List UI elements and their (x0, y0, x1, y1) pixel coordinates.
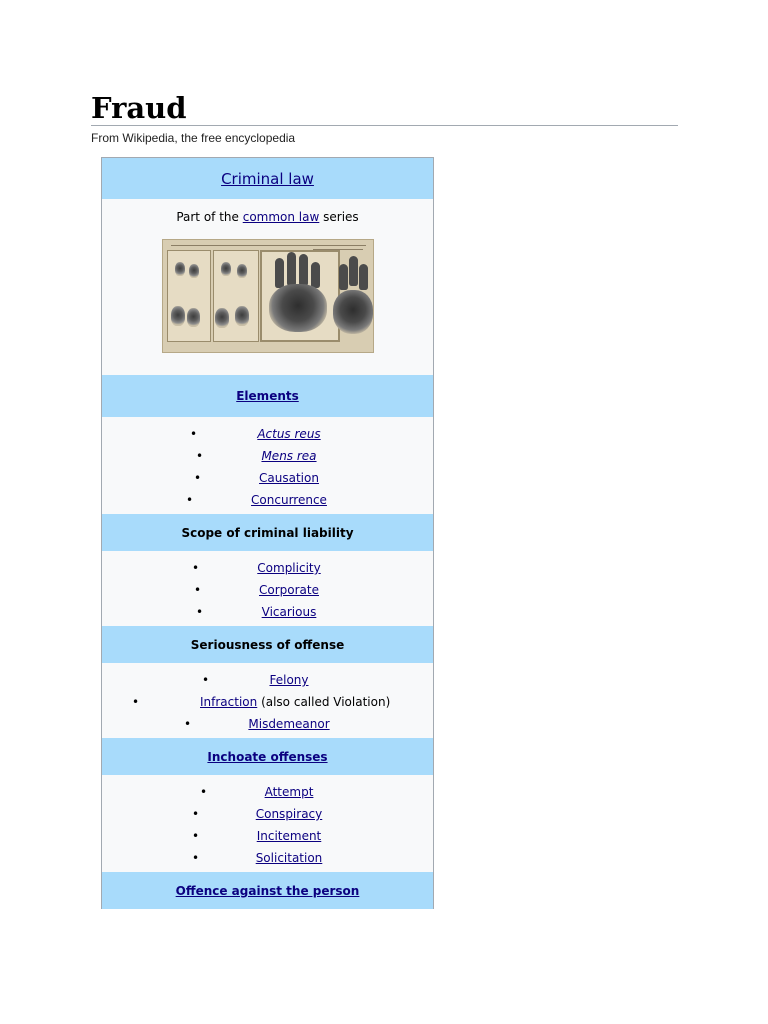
page-title: Fraud (91, 91, 187, 125)
image-finger (339, 264, 348, 290)
bullet: • (202, 673, 210, 687)
conspiracy-link[interactable]: Conspiracy (255, 807, 323, 821)
infobox-header (102, 158, 433, 199)
bullet: • (192, 807, 200, 821)
actus-reus-link[interactable]: Actus reus (257, 427, 321, 441)
bullet: • (192, 851, 200, 865)
bullet: • (196, 449, 204, 463)
infraction-link[interactable]: Infraction (200, 695, 258, 709)
causation-link[interactable]: Causation (259, 471, 319, 485)
image-print (171, 306, 185, 326)
image-card (167, 250, 211, 342)
image-handwriting-line (171, 245, 366, 246)
bullet: • (194, 583, 202, 597)
fingerprint-image[interactable] (162, 239, 374, 353)
title-divider (91, 125, 678, 126)
concurrence-link[interactable]: Concurrence (251, 493, 327, 507)
offence-against-person-link[interactable]: Offence against the person (175, 883, 360, 898)
common-law-link[interactable]: common law (242, 210, 320, 224)
image-palm (269, 284, 327, 332)
section-header-seriousness: Seriousness of offense (102, 626, 433, 663)
image-print (189, 264, 199, 278)
bullet: • (194, 471, 202, 485)
list-item (102, 669, 433, 691)
bullet: • (192, 829, 200, 843)
complicity-link[interactable]: Complicity (257, 561, 321, 575)
list-item (102, 781, 433, 803)
inchoate-offenses-link[interactable]: Inchoate offenses (207, 749, 328, 764)
part-of-prefix: Part of the (176, 210, 243, 224)
list-item (102, 803, 433, 825)
felony-link[interactable]: Felony (269, 673, 309, 687)
mens-rea-link[interactable]: Mens rea (261, 449, 317, 463)
image-print (235, 306, 249, 326)
part-of-suffix: series (319, 210, 359, 224)
page-tagline: From Wikipedia, the free encyclopedia (91, 131, 296, 145)
bullet: • (184, 717, 192, 731)
list-item (102, 423, 433, 445)
scope-list (102, 551, 433, 626)
image-print (237, 264, 247, 278)
image-print (221, 262, 231, 276)
criminal-law-infobox (101, 157, 434, 909)
inchoate-list (102, 775, 433, 872)
image-palm (333, 290, 373, 334)
incitement-link[interactable]: Incitement (256, 829, 322, 843)
list-item (102, 847, 433, 869)
list-item (102, 601, 433, 623)
elements-list (102, 417, 433, 514)
list-item (102, 713, 433, 735)
corporate-link[interactable]: Corporate (259, 583, 319, 597)
section-header-offence-person (102, 872, 433, 909)
elements-link[interactable]: Elements (236, 389, 299, 403)
infobox-part-of (102, 199, 433, 375)
seriousness-list (102, 663, 433, 738)
list-item (102, 467, 433, 489)
part-of-line (102, 209, 433, 225)
image-finger (287, 252, 296, 286)
bullet: • (186, 493, 194, 507)
bullet: • (196, 605, 204, 619)
list-item (102, 579, 433, 601)
section-header-elements (102, 375, 433, 417)
infraction-note: (also called Violation) (257, 695, 391, 709)
bullet: • (192, 561, 200, 575)
section-header-scope: Scope of criminal liability (102, 514, 433, 551)
bullet: • (200, 785, 208, 799)
solicitation-link[interactable]: Solicitation (255, 851, 323, 865)
section-header-inchoate (102, 738, 433, 775)
image-finger (349, 256, 358, 286)
image-print (175, 262, 185, 276)
bullet: • (132, 695, 140, 709)
image-finger (311, 262, 320, 288)
image-finger (299, 254, 308, 286)
vicarious-link[interactable]: Vicarious (261, 605, 317, 619)
list-item (102, 825, 433, 847)
criminal-law-link[interactable]: Criminal law (221, 169, 314, 188)
list-item (102, 445, 433, 467)
image-print (187, 308, 200, 327)
image-finger (359, 264, 368, 290)
list-item (102, 489, 433, 511)
misdemeanor-link[interactable]: Misdemeanor (248, 717, 330, 731)
image-card (213, 250, 259, 342)
list-item (102, 691, 433, 713)
list-item (102, 557, 433, 579)
attempt-link[interactable]: Attempt (264, 785, 314, 799)
image-finger (275, 258, 284, 288)
bullet: • (190, 427, 198, 441)
image-print (215, 308, 229, 328)
